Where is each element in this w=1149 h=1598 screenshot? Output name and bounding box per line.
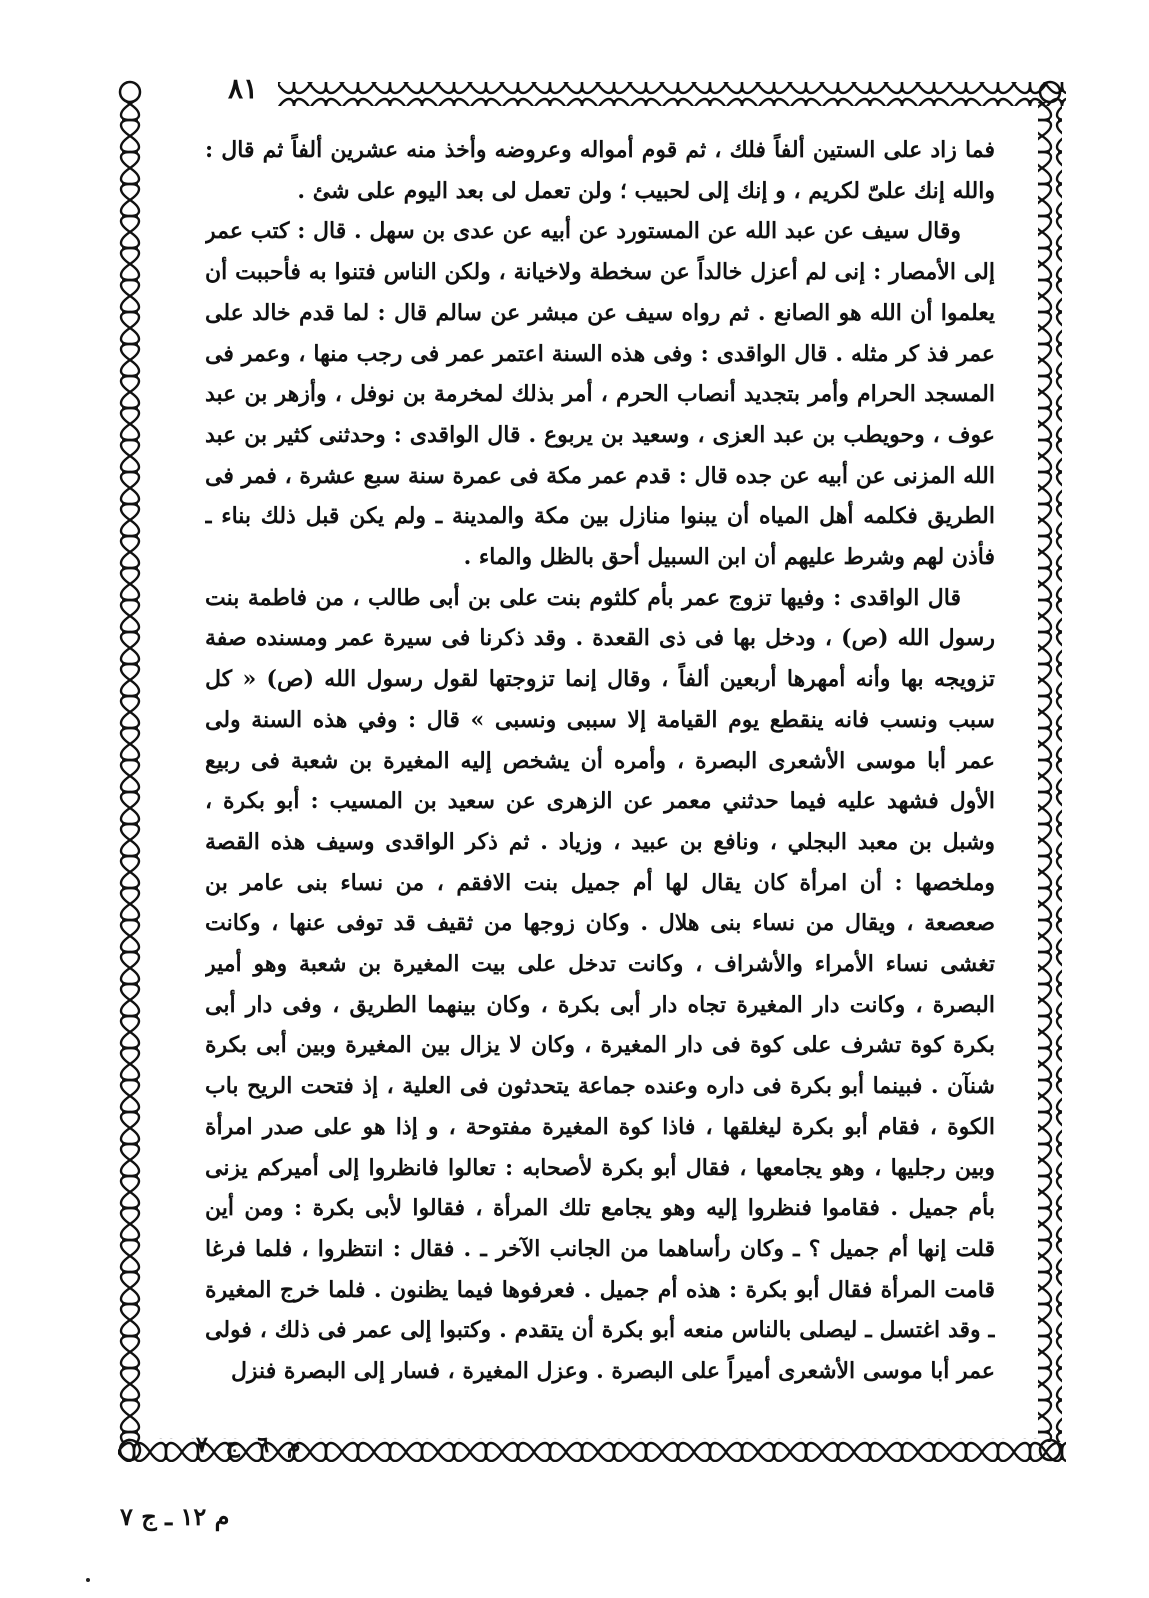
paragraph-3: قال الواقدى : وفيها تزوج عمر بأم كلثوم بنت على بن أبى طالب ، من فاطمة بنت رسول الله (ص) ، ودخل بها فى ذى القعدة . وقد ذكرنا فى سيرة عمر ومسنده صفة تزويجه بها وأنه أمهرها أربعين ألفاً ، وقال إنما تزوجتها لقول رسول الله (ص) « كل سبب ونسب فانه ينقطع يوم القيامة إلا سببى ونسبى » قال : وفي هذه السنة ولى عمر أبا موسى الأشعرى البصرة ، وأمره أن يشخص إليه المغيرة بن شعبة فى ربيع الأول فشهد عليه فيما حدثني معمر عن الزهرى عن سعيد بن المسيب : أبو بكرة ، وشبل بن معبد البجلي ، ونافع بن عبيد ، وزياد . ثم ذكر الواقدى وسيف هذه القصة وملخصها : أن امرأة كان يقال لها أم جميل بنت الافقم ، من نساء بنى عامر بن صعصعة ، ويقال من نساء بنى هلال . وكان زوجها من ثقيف قد توفى عنها ، وكانت تغشى نساء الأمراء والأشراف ، وكانت تدخل على بيت المغيرة بن شعبة وهو أمير البصرة ، وكانت دار المغيرة تجاه دار أبى بكرة ، وكان بينهما الطريق ، وفى دار أبى بكرة كوة تشرف على كوة فى دار المغيرة ، وكان لا يزال بين المغيرة وبين أبى بكرة شنآن . فبينما أبو بكرة فى داره وعنده جماعة يتحدثون فى العلية ، إذ فتحت الريح باب الكوة ، فقام أبو بكرة ليغلقها ، فاذا كوة المغيرة مفتوحة ، و إذا هو على صدر امرأة وبين رجليها ، وهو يجامعها ، فقال أبو بكرة لأصحابه : تعالوا فانظروا إلى أميركم يزنى بأم جميل . فقاموا فنظروا إليه وهو يجامع تلك المرأة ، فقالوا لأبى بكرة : ومن أين قلت إنها أم جميل ؟ ـ وكان رأساهما من الجانب الآخر ـ . فقال : انتظروا ، فلما فرغا قامت المرأة فقال أبو بكرة : هذه أم جميل . فعرفوها فيما يظنون . فلما خرج المغيرة ـ وقد اغتسل ـ ليصلى بالناس منعه أبو بكرة أن يتقدم . وكتبوا إلى عمر فى ذلك ، فولى عمر أبا موسى الأشعرى أميراً على البصرة . وعزل المغيرة ، فسار إلى البصرة فنزل: [205, 584, 995, 1385]
paragraph-1: فما زاد على الستين ألفاً فلك ، ثم قوم أمواله وعروضه وأخذ منه عشرين ألفاً ثم قال : والله إنك علىّ لكريم ، و إنك إلى لحبيب ؛ ولن تعمل لى بعد اليوم على شئ .: [205, 137, 995, 204]
paragraph-2: وقال سيف عن عبد الله عن المستورد عن أبيه عن عدى بن سهل . قال : كتب عمر إلى الأمصار : إنى لم أعزل خالداً عن سخطة ولاخيانة ، ولكن الناس فتنوا به فأحببت أن يعلموا أن الله هو الصانع . ثم رواه سيف عن مبشر عن سالم قال : لما قدم خالد على عمر فذ كر مثله . قال الواقدى : وفى هذه السنة اعتمر عمر فى رجب منها ، وعمر فى المسجد الحرام وأمر بتجديد أنصاب الحرم ، أمر بذلك لمخرمة بن نوفل ، وأزهر بن عبد عوف ، وحويطب بن عبد العزى ، وسعيد بن يربوع . قال الواقدى : وحدثنى كثير بن عبد الله المزنى عن أبيه عن جده قال : قدم عمر مكة فى عمرة سنة سبع عشرة ، فمر فى الطريق فكلمه أهل المياه أن يبنوا منازل بين مكة والمدينة ـ ولم يكن قبل ذلك بناء ـ فأذن لهم وشرط عليهم أن ابن السبيل أحق بالظل والماء .: [205, 218, 995, 571]
body-text: [205, 130, 995, 1430]
stray-mark: [86, 1578, 90, 1582]
page-number: ٨١: [228, 72, 259, 105]
signature-mark-inner: م ٦ ج ٧: [196, 1432, 301, 1458]
signature-mark-outer: م ١٢ ـ ج ٧: [120, 1502, 230, 1531]
